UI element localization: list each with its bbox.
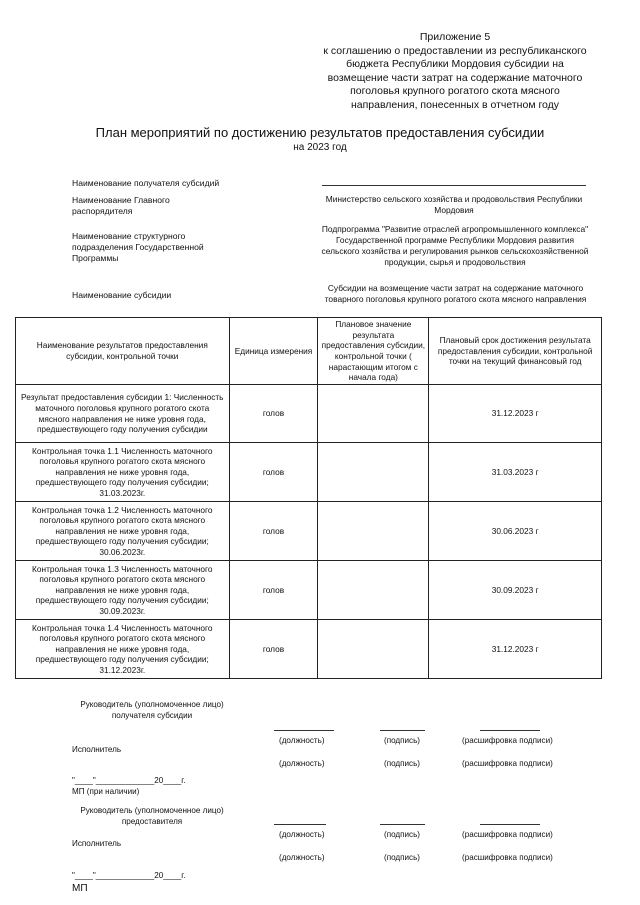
- page-subtitle: на 2023 год: [293, 142, 347, 153]
- rep-head-label: Руководитель (уполномоченное лицо) предоставителя: [80, 806, 224, 826]
- annex-line: бюджета Республики Мордовия субсидии на: [346, 58, 564, 71]
- row-plan: [318, 561, 429, 620]
- position-line: [274, 730, 334, 731]
- signature-line: [380, 730, 425, 731]
- annex-title: Приложение 5: [419, 31, 491, 43]
- row-plan: [318, 502, 429, 561]
- row-date: 30.09.2023 г: [429, 561, 602, 620]
- recipient-line: [322, 185, 586, 186]
- decoding-caption: (расшифровка подписи): [462, 830, 553, 839]
- signature-line: [380, 824, 425, 825]
- row-plan: [318, 385, 429, 443]
- date-line: "____"_____________20____г.: [72, 871, 186, 880]
- row-name: Контрольная точка 1.2 Численность маточного поголовья крупного рогатого скота мясного направления не ниже уровня года, предшествующего году получения субсидии; 30.06.2023г.: [16, 502, 230, 561]
- plan-table: [15, 317, 602, 679]
- col-header-name: Наименование результатов предоставления субсидии, контрольной точки: [16, 318, 230, 385]
- table-row: [16, 561, 602, 620]
- row-name: Контрольная точка 1.1 Численность маточного поголовья крупного рогатого скота мясного направления не ниже уровня года, предшествующего году получения субсидии; 31.03.2023г.: [16, 443, 230, 502]
- manager-value: Министерство сельского хозяйства и продовольствия Республики Мордовия: [325, 194, 583, 215]
- decoding-line: [480, 730, 540, 731]
- row-plan: [318, 443, 429, 502]
- decoding-caption: (расшифровка подписи): [462, 759, 553, 768]
- row-name: Контрольная точка 1.4 Численность маточного поголовья крупного рогатого скота мясного направления не ниже уровня года, предшествующего году получения субсидии; 31.12.2023г.: [16, 620, 230, 679]
- signature-caption: (подпись): [384, 830, 420, 839]
- row-date: 31.12.2023 г: [429, 620, 602, 679]
- row-unit: голов: [229, 561, 318, 620]
- page-title: План мероприятий по достижению результатов предоставления субсидии: [95, 125, 545, 140]
- row-unit: голов: [229, 620, 318, 679]
- decoding-line: [480, 824, 540, 825]
- subsidy-label: Наименование субсидии: [72, 290, 172, 300]
- col-header-date: Плановый срок достижения результата предоставления субсидии, контрольной точки на текущий финансовый год: [429, 318, 602, 385]
- col-header-plan: Плановое значение результата предоставления субсидии, контрольной точки ( нарастающим итогом с начала года): [318, 318, 429, 385]
- row-plan: [318, 620, 429, 679]
- annex-block: [310, 31, 600, 113]
- row-date: 30.06.2023 г: [429, 502, 602, 561]
- table-row: [16, 620, 602, 679]
- position-caption: (должность): [279, 853, 325, 862]
- program-label: Наименование структурного подразделения Государственной Программы: [72, 231, 204, 263]
- program-value: Подпрограмма "Развитие отраслей агропромышленного комплекса" Государственной программе Республики Мордовия развития сельского хозяйства и регулирования рынков сельскохозяйственной продукции, сырья и продовольствия: [321, 224, 589, 267]
- col-header-unit: Единица измерения: [229, 318, 318, 385]
- row-date: 31.12.2023 г: [429, 385, 602, 443]
- annex-line: к соглашению о предоставлении из республиканского: [323, 44, 587, 57]
- position-line: [274, 824, 326, 825]
- manager-label: Наименование Главного распорядителя: [72, 195, 170, 216]
- row-unit: голов: [229, 502, 318, 561]
- row-name: Контрольная точка 1.3 Численность маточного поголовья крупного рогатого скота мясного направления не ниже уровня года, предшествующего году получения субсидии; 30.09.2023г.: [16, 561, 230, 620]
- decoding-caption: (расшифровка подписи): [462, 853, 553, 862]
- signature-caption: (подпись): [384, 853, 420, 862]
- signature-caption: (подпись): [384, 736, 420, 745]
- stamp-label: МП: [72, 883, 88, 894]
- date-line: "____"_____________20____г.: [72, 776, 186, 785]
- subsidy-value: Субсидии на возмещение части затрат на содержание маточного товарного поголовья крупного рогатого скота мясного направления: [324, 283, 587, 304]
- signature-caption: (подпись): [384, 759, 420, 768]
- row-unit: голов: [229, 443, 318, 502]
- position-caption: (должность): [279, 830, 325, 839]
- table-row: [16, 385, 602, 443]
- position-caption: (должность): [279, 759, 325, 768]
- stamp-optional: МП (при наличии): [72, 787, 140, 796]
- annex-line: направления, понесенных в отчетном году: [350, 98, 560, 111]
- position-caption: (должность): [279, 736, 325, 745]
- table-row: [16, 502, 602, 561]
- annex-line: возмещение части затрат на содержание маточного: [327, 71, 583, 84]
- recipient-label: Наименование получателя субсидий: [72, 178, 220, 188]
- row-unit: голов: [229, 385, 318, 443]
- recipient-head-label: Руководитель (уполномоченное лицо) получателя субсидии: [80, 700, 224, 720]
- executor-label: Исполнитель: [72, 745, 122, 754]
- table-header-row: [16, 318, 602, 385]
- table-row: [16, 443, 602, 502]
- decoding-caption: (расшифровка подписи): [462, 736, 553, 745]
- row-name: Результат предоставления субсидии 1: Численность маточного поголовья крупного рогатого скота мясного направления не ниже уровня года, предшествующего году получения субсидии: [16, 385, 230, 443]
- row-date: 31.03.2023 г: [429, 443, 602, 502]
- executor-label: Исполнитель: [72, 839, 122, 848]
- annex-line: поголовья крупного рогатого скота мясного: [350, 85, 560, 98]
